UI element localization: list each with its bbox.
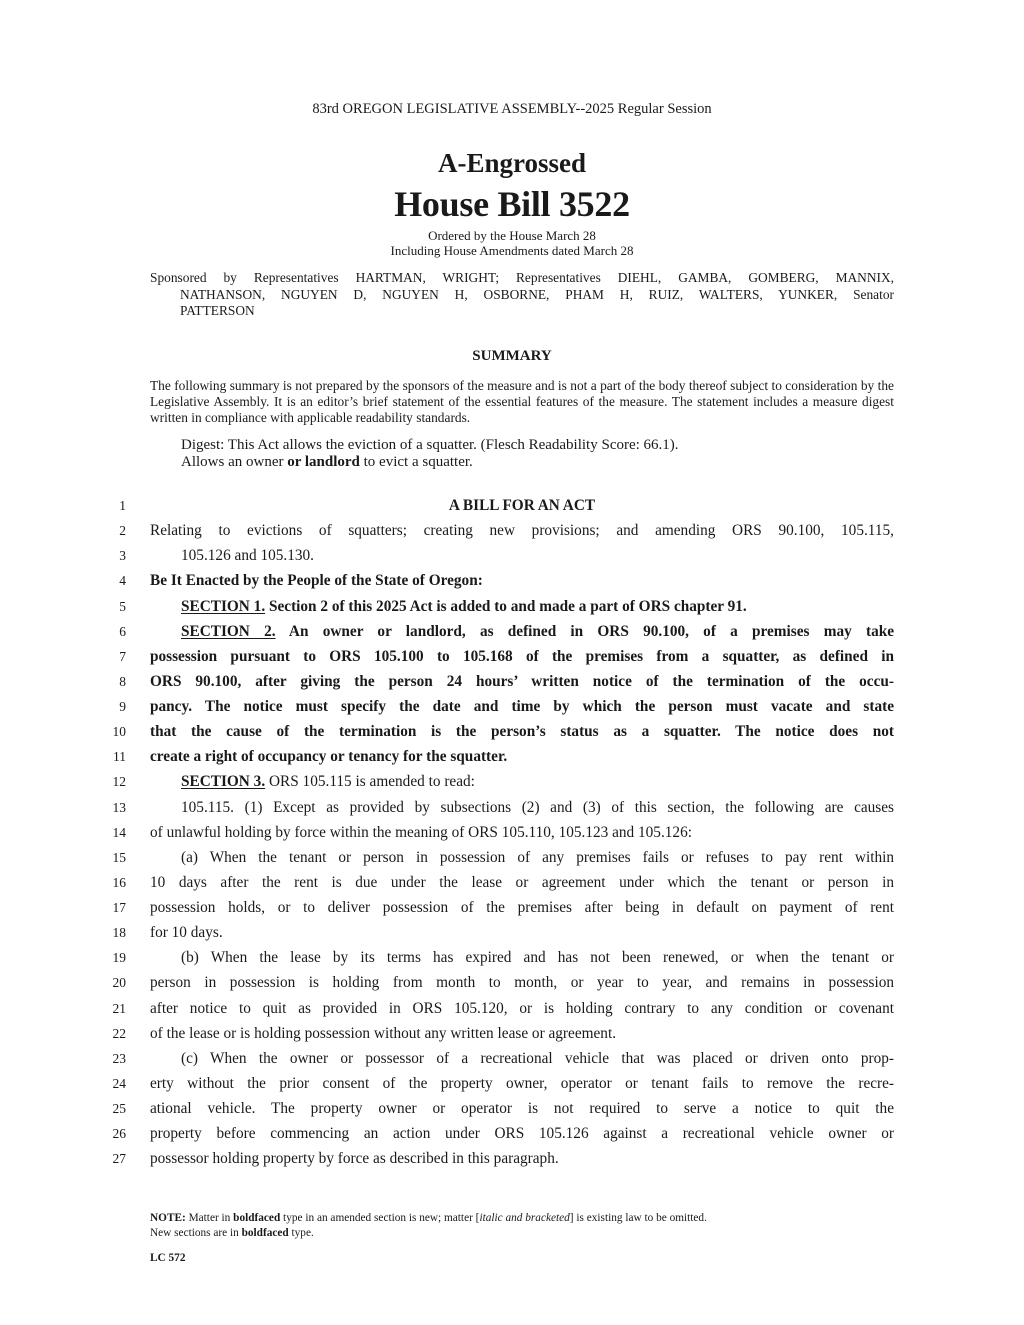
body-line: possession pursuant to ORS 105.100 to 105.168 of the premises from a squatter, as defined in <box>150 647 894 665</box>
line-number: 1 <box>119 498 126 513</box>
line-number: 8 <box>119 673 126 689</box>
digest-bold-text: or landlord <box>287 454 360 470</box>
note-line-2 <box>150 1226 894 1241</box>
note-line-1 <box>150 1211 894 1226</box>
body-line: property before commencing an action under ORS 105.126 against a recreational vehicle owner or <box>150 1125 894 1143</box>
body-line: 10 days after the rent is due under the lease or agreement under which the tenant or person in <box>150 873 894 891</box>
digest-text-end: to evict a squatter. <box>359 454 473 470</box>
line-number: 14 <box>112 824 126 840</box>
body-line: (a) When the tenant or person in possession of any premises fails or refuses to pay rent within <box>181 848 894 866</box>
note-text: ] is existing law to be omitted. <box>569 1212 707 1224</box>
line-numbers <box>100 493 126 1171</box>
line-number: 25 <box>112 1101 126 1116</box>
line-number: 13 <box>112 799 126 815</box>
line-number: 12 <box>112 774 126 790</box>
note-text: New sections are in <box>150 1227 242 1239</box>
sponsors <box>150 270 894 320</box>
assembly-header: 83rd OREGON LEGISLATIVE ASSEMBLY--2025 Regular Session <box>312 101 712 117</box>
line-number: 20 <box>112 975 126 991</box>
line-number: 5 <box>119 598 126 614</box>
section-text: Section 2 of this 2025 Act is added to and made a part of ORS chapter 91. <box>265 597 747 615</box>
body-line: pancy. The notice must specify the date and time by which the person must vacate and state <box>150 698 894 715</box>
section-text: An owner or landlord, as defined in ORS 90.100, of a premises may take <box>275 622 895 640</box>
body-line: for 10 days. <box>150 924 223 942</box>
body-line: after notice to quit as provided in ORS 105.120, or is holding contrary to any condition or covenant <box>150 999 894 1017</box>
body-line: 105.115. (1) Except as provided by subsections (2) and (3) of this section, the following are causes <box>181 798 894 816</box>
digest-text: Allows an owner <box>181 454 288 470</box>
section-2 <box>150 619 894 644</box>
ordered-line-2: Including House Amendments dated March 28 <box>390 243 634 258</box>
line-number: 7 <box>119 648 126 664</box>
bill-title: House Bill 3522 <box>394 184 630 224</box>
lc-number: LC 572 <box>150 1252 186 1264</box>
line-number: 17 <box>112 900 126 915</box>
line-number: 22 <box>112 1025 126 1041</box>
bill-body <box>150 493 894 1171</box>
body-line: (b) When the lease by its terms has expired and has not been renewed, or when the tenant or <box>181 949 894 967</box>
summary-text: The following summary is not prepared by the sponsors of the measure and is not a part of the body thereof subject to consideration by the Legislative Assembly. It is an editor’s brief statement of the essential features of the measure. The statement includes a measure digest written in compliance with applicable readability standards. <box>150 378 894 425</box>
ordered-line-1: Ordered by the House March 28 <box>428 228 596 243</box>
note-text: type in an amended section is new; matter [ <box>280 1212 480 1224</box>
line-number: 21 <box>112 1000 126 1016</box>
line-number: 11 <box>113 749 126 765</box>
line-number: 19 <box>112 950 126 966</box>
body-line: (c) When the owner or possessor of a recreational vehicle that was placed or driven onto prop- <box>181 1049 894 1067</box>
line-number: 26 <box>112 1126 126 1142</box>
body-line: 105.126 and 105.130. <box>181 547 314 565</box>
section-3 <box>150 769 894 794</box>
note-text: type. <box>288 1227 314 1239</box>
ordered-info <box>0 228 1024 258</box>
section-label: SECTION 2. <box>181 622 276 640</box>
note-italic: italic and bracketed <box>479 1212 570 1224</box>
body-line: of unlawful holding by force within the meaning of ORS 105.110, 105.123 and 105.126: <box>150 823 692 841</box>
line-number: 23 <box>112 1050 126 1066</box>
note-text: Matter in <box>185 1212 234 1224</box>
body-line: that the cause of the termination is the person’s status as a squatter. The notice does not <box>150 723 894 741</box>
body-line: possession holds, or to deliver possession of the premises after being in default on payment of rent <box>150 899 894 916</box>
summary-heading: SUMMARY <box>472 348 552 364</box>
section-label: SECTION 3. <box>181 773 266 791</box>
line-number: 10 <box>112 724 126 740</box>
line-number: 16 <box>112 874 126 890</box>
footer-note <box>150 1211 894 1241</box>
body-line: of the lease or is holding possession without any written lease or agreement. <box>150 1024 617 1042</box>
section-text: ORS 105.115 is amended to read: <box>265 773 475 791</box>
enacting-clause: Be It Enacted by the People of the State of Oregon: <box>150 572 483 590</box>
line-number: 24 <box>112 1075 126 1091</box>
section-label: SECTION 1. <box>181 597 266 615</box>
line-number: 27 <box>112 1151 126 1167</box>
note-bold: boldfaced <box>241 1227 289 1239</box>
bill-heading: A BILL FOR AN ACT <box>448 497 596 514</box>
sponsors-line-1: Sponsored by Representatives HARTMAN, WRIGHT; Representatives DIEHL, GAMBA, GOMBERG, MANNIX, <box>150 270 894 285</box>
line-number: 2 <box>119 523 126 539</box>
digest <box>181 437 894 471</box>
line-number: 4 <box>119 573 126 589</box>
body-line: person in possession is holding from month to month, or year to year, and remains in possession <box>150 974 894 992</box>
line-number: 18 <box>112 925 126 941</box>
body-line: erty without the prior consent of the property owner, operator or tenant fails to remove the recre- <box>150 1074 894 1092</box>
digest-line-2 <box>181 454 894 471</box>
body-line: Relating to evictions of squatters; creating new provisions; and amending ORS 90.100, 105.115, <box>150 522 894 540</box>
line-number: 3 <box>119 548 126 564</box>
line-number: 6 <box>119 623 126 639</box>
note-label: NOTE: <box>150 1212 186 1224</box>
body-line: create a right of occupancy or tenancy for the squatter. <box>150 748 508 766</box>
section-1 <box>150 594 894 619</box>
digest-line-1: Digest: This Act allows the eviction of a squatter. (Flesch Readability Score: 66.1). <box>181 437 679 453</box>
sponsors-line-3: PATTERSON <box>180 303 255 318</box>
line-number: 15 <box>112 849 126 865</box>
line-number: 9 <box>119 699 126 714</box>
sponsors-line-2: NATHANSON, NGUYEN D, NGUYEN H, OSBORNE, PHAM H, RUIZ, WALTERS, YUNKER, Senator <box>180 286 894 302</box>
body-line: ational vehicle. The property owner or operator is not required to serve a notice to quit the <box>150 1100 894 1117</box>
engrossed-label: A-Engrossed <box>437 148 587 178</box>
body-line: ORS 90.100, after giving the person 24 hours’ written notice of the termination of the occu- <box>150 672 894 690</box>
body-line: possessor holding property by force as described in this paragraph. <box>150 1150 559 1168</box>
note-bold: boldfaced <box>233 1212 281 1224</box>
